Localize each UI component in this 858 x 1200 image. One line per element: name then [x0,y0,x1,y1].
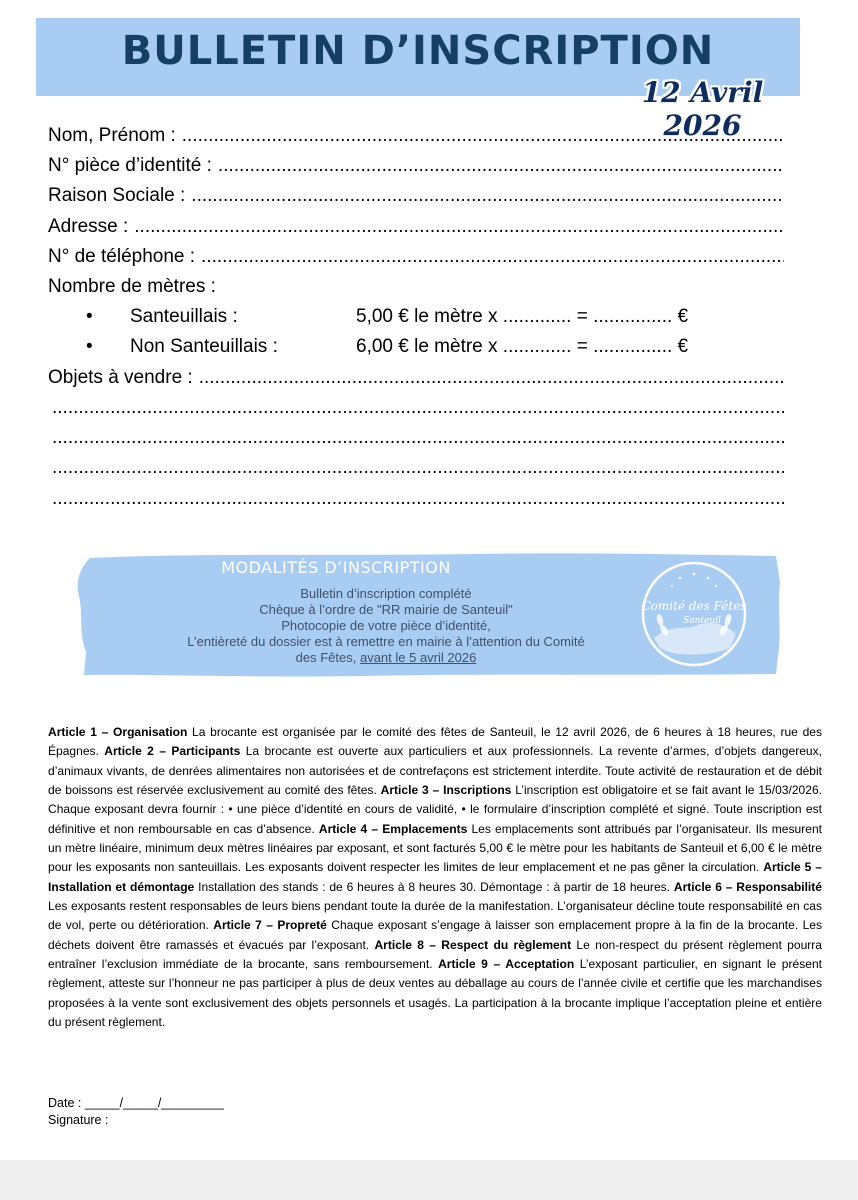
fill-line[interactable] [201,246,784,268]
rate-formula[interactable]: 5,00 € le mètre x ............. = ............... € [356,306,689,328]
article-heading: Article 2 – Participants [104,744,241,759]
page-title: BULLETIN D’INSCRIPTION [121,28,715,74]
article-text: Les exposants restent responsables de leurs biens pendant toute la durée de la manifestation. L’organisateur décline toute responsabilité en cas de vol, perte ou détérioration. [48,899,822,933]
field-label: N° de téléphone : [48,245,196,267]
modality-item-deadline [118,650,654,666]
fill-line[interactable] [199,367,784,389]
event-date: 12 Avril 2026 [641,76,764,142]
article-text: La brocante est ouverte aux particuliers et aux professionnels. La revente d’armes, d’objets dangereux, d’animaux vivants, de denrées alimentaires non autorisées et de contrefaçons est strictement interdite. Toute activité de restauration et de débit de boissons est réservée exclusivement au comité des fêtes. [48,744,822,798]
field-name[interactable] [48,125,784,155]
field-objects[interactable] [48,367,784,397]
rate-santeuillais[interactable] [48,306,784,336]
modalities-title: MODALITÉS D’INSCRIPTION [221,558,451,577]
article-text: Installation des stands : de 6 heures à 8 heures 30. Démontage : à partir de 18 heures. [194,879,674,894]
registration-form [48,125,784,518]
article-heading: Article 9 – Acceptation [438,957,575,972]
rate-non-santeuillais[interactable] [48,336,784,366]
article-heading: Article 3 – Inscriptions [380,783,512,798]
modality-item: Bulletin d’inscription complété [300,586,472,601]
signature-block [48,1095,224,1129]
deadline-date: avant le 5 avril 2026 [359,650,477,665]
article-heading: Article 7 – Propreté [213,918,327,933]
field-address[interactable] [48,216,784,246]
article-heading: Article 4 – Emplacements [318,821,468,836]
rules-articles [48,723,822,1033]
article-heading: Article 1 – Organisation [48,725,188,739]
rate-formula[interactable]: 6,00 € le mètre x ............. = ............... € [356,336,689,358]
article-heading: Article 5 – Installation et démontage [48,860,822,894]
field-phone[interactable] [48,246,784,276]
article-text: L’inscription est obligatoire et se fait avant le 15/03/2026. Chaque exposant devra fournir : • une pièce d’identité en cours de validité, • le formulaire d’inscription complété et signé. Toute inscription est définitive et non remboursable en cas d’absence. [48,783,822,836]
modality-item: L’entièreté du dossier est à remettre en mairie à l’attention du Comité [187,634,585,649]
fill-line[interactable] [134,216,784,238]
article-text: La brocante est organisée par le comité des fêtes de Santeuil, le 12 avril 2026, de 6 heures à 18 heures, rue des Épagnes. [48,725,823,759]
objects-extra-line[interactable] [52,397,784,427]
field-label: Objets à vendre : [48,366,193,388]
field-label: Adresse : [48,215,129,237]
fill-line[interactable] [191,185,784,207]
modalities-list [118,586,654,666]
fill-line[interactable] [218,155,784,177]
rate-name: Santeuillais : [130,306,238,328]
field-label: Nom, Prénom : [48,125,176,146]
article-text: Les emplacements sont attribués par l’organisateur. Ils mesurent un mètre linéaire, minimum deux mètres linéaires par exposant, et sont facturés 5,00 € le mètre pour les habitants de Santeuil et 6,00 € le mètre pour les exposants non santeuillais. Les exposants doivent respecter les limites de leur emplacement et ne pas gêner la circulation. [48,821,822,875]
modality-item: Chèque à l’ordre de "RR mairie de Santeuil" [259,602,513,617]
bullet: • [86,336,93,358]
bullet: • [86,306,93,328]
objects-extra-line[interactable] [52,457,784,487]
committee-seal-logo [640,560,748,668]
article-heading: Article 8 – Respect du règlement [374,937,572,952]
field-id-number[interactable] [48,155,784,185]
seal-town: Santeuil [683,616,721,626]
article-heading: Article 6 – Responsabilité [673,879,822,894]
modality-item: Photocopie de votre pièce d’identité, [281,618,491,633]
page-bottom-strip [0,1160,858,1200]
date-field[interactable]: Date : _____/_____/_________ [48,1096,224,1110]
seal-name: Comité des Fêtes [641,599,747,613]
article-text: Chaque exposant s’engage à laisser son emplacement propre à la fin de la brocante. Les déchets doivent être ramassés et évacués par l’exposant. [48,918,822,952]
meters-label: Nombre de mètres : [48,275,216,297]
article-text: Le non-respect du présent règlement pourra entraîner l’exclusion immédiate de la brocante, sans remboursement. [48,937,822,972]
field-label: Raison Sociale : [48,185,186,207]
fill-line[interactable] [182,125,784,147]
modality-prefix: des Fêtes, [295,650,360,665]
rate-name: Non Santeuillais : [130,336,278,358]
objects-extra-line[interactable] [52,427,784,457]
signature-field[interactable]: Signature : [48,1113,109,1127]
field-company[interactable] [48,185,784,215]
objects-extra-line[interactable] [52,488,784,518]
article-text: L’exposant particulier, en signant le présent règlement, atteste sur l’honneur ne pas participer à plus de deux ventes au déballage au cours de l’année civile et certifie que les marchandises proposées à la vente sont exclusivement des objets personnels et usagés. La participation à la brocante implique l’acceptation pleine et entière du présent règlement. [48,957,822,1030]
meters-heading [48,276,784,306]
field-label: N° pièce d’identité : [48,155,212,177]
